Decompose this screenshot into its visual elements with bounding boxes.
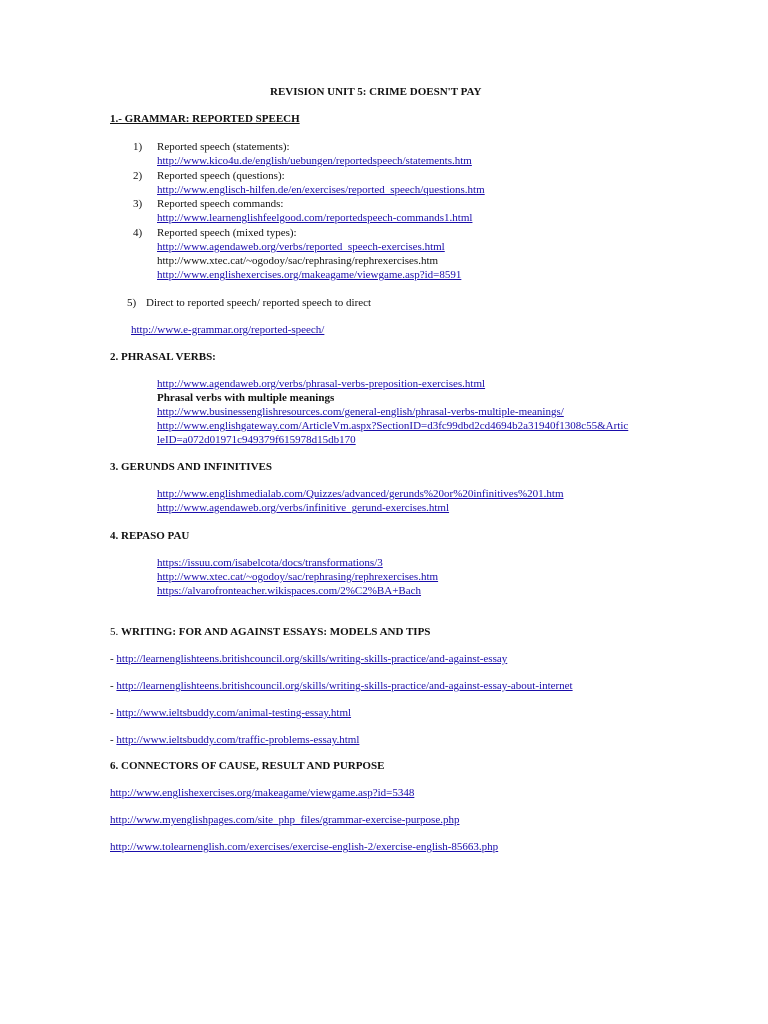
list-item [110,707,351,720]
link-commands[interactable]: http://www.learnenglishfeelgood.com/reportedspeech-commands1.html [157,212,473,224]
list-number: 1) [133,141,143,153]
section-number: 5. [110,626,121,638]
list-item [110,680,573,693]
link-wikispaces[interactable]: https://alvarofronteacher.wikispaces.com/2%C2%BA+Bach [157,585,422,597]
item-label: Reported speech (mixed types): [157,227,297,239]
section-heading-writing: WRITING: FOR AND AGAINST ESSAYS: MODELS AND TIPS [121,626,431,638]
list-number: 3) [133,198,143,210]
list-item [110,734,359,747]
link-englishmedialab[interactable]: http://www.englishmedialab.com/Quizzes/advanced/gerunds%20or%20infinitives%201.htm [157,488,564,500]
link-questions[interactable]: http://www.englisch-hilfen.de/en/exercises/reported_speech/questions.htm [157,184,485,196]
dash: - [110,734,117,746]
subheading-multiple-meanings: Phrasal verbs with multiple meanings [157,392,335,404]
link-englishgateway-cont[interactable]: leID=a072d01971c949379f615978d15db170 [157,434,356,446]
section-heading-connectors: 6. CONNECTORS OF CAUSE, RESULT AND PURPOSE [110,760,385,772]
link-englishgateway[interactable]: http://www.englishgateway.com/ArticleVm.aspx?SectionID=d3fc99dbd2cd4694b2a31940f1308c55&Artic [157,420,629,432]
link-mixed-englishexercises[interactable]: http://www.englishexercises.org/makeagame/viewgame.asp?id=8591 [157,269,462,281]
dash: - [110,680,117,692]
link-issuu[interactable]: https://issuu.com/isabelcota/docs/transformations/3 [157,557,383,569]
item-label: Reported speech commands: [157,198,284,210]
plain-url-xtec: http://www.xtec.cat/~ogodoy/sac/rephrasing/rephrexercises.htm [157,255,439,267]
link-phrasal-preposition[interactable]: http://www.agendaweb.org/verbs/phrasal-verbs-preposition-exercises.html [157,378,486,390]
item-label: Direct to reported speech/ reported speech to direct [146,297,372,309]
list-item [110,653,507,666]
link-animal-testing[interactable]: http://www.ieltsbuddy.com/animal-testing-essay.html [116,707,352,719]
page-title: REVISION UNIT 5: CRIME DOESN'T PAY [270,86,482,98]
dash: - [110,707,117,719]
item-label: Reported speech (statements): [157,141,290,153]
link-mixed-agendaweb[interactable]: http://www.agendaweb.org/verbs/reported_speech-exercises.html [157,241,445,253]
link-gerund-exercises[interactable]: http://www.agendaweb.org/verbs/infinitive_gerund-exercises.html [157,502,450,514]
list-number: 4) [133,227,143,239]
item-label: Reported speech (questions): [157,170,285,182]
section-heading-gerunds: 3. GERUNDS AND INFINITIVES [110,461,272,473]
link-business-english[interactable]: http://www.businessenglishresources.com/general-english/phrasal-verbs-multiple-meanings/ [157,406,564,418]
link-xtec[interactable]: http://www.xtec.cat/~ogodoy/sac/rephrasing/rephrexercises.htm [157,571,439,583]
link-e-grammar[interactable]: http://www.e-grammar.org/reported-speech/ [131,324,325,336]
section-heading-grammar: 1.- GRAMMAR: REPORTED SPEECH [110,113,300,125]
dash: - [110,653,117,665]
list-number: 2) [133,170,143,182]
link-englishexercises-5348[interactable]: http://www.englishexercises.org/makeagame/viewgame.asp?id=5348 [110,787,415,799]
list-number: 5) [127,297,137,309]
link-myenglishpages[interactable]: http://www.myenglishpages.com/site_php_files/grammar-exercise-purpose.php [110,814,460,826]
link-essay-1[interactable]: http://learnenglishteens.britishcouncil.org/skills/writing-skills-practice/and-against-essay [116,653,508,665]
link-statements[interactable]: http://www.kico4u.de/english/uebungen/reportedspeech/statements.htm [157,155,472,167]
link-essay-internet[interactable]: http://learnenglishteens.britishcouncil.org/skills/writing-skills-practice/and-against-essay-about-internet [116,680,573,692]
section-heading-repaso: 4. REPASO PAU [110,530,190,542]
link-tolearnenglish[interactable]: http://www.tolearnenglish.com/exercises/exercise-english-2/exercise-english-85663.php [110,841,499,853]
link-traffic-problems[interactable]: http://www.ieltsbuddy.com/traffic-problems-essay.html [116,734,360,746]
section-heading-phrasal: 2. PHRASAL VERBS: [110,351,216,363]
section-5-heading-line [110,626,430,639]
